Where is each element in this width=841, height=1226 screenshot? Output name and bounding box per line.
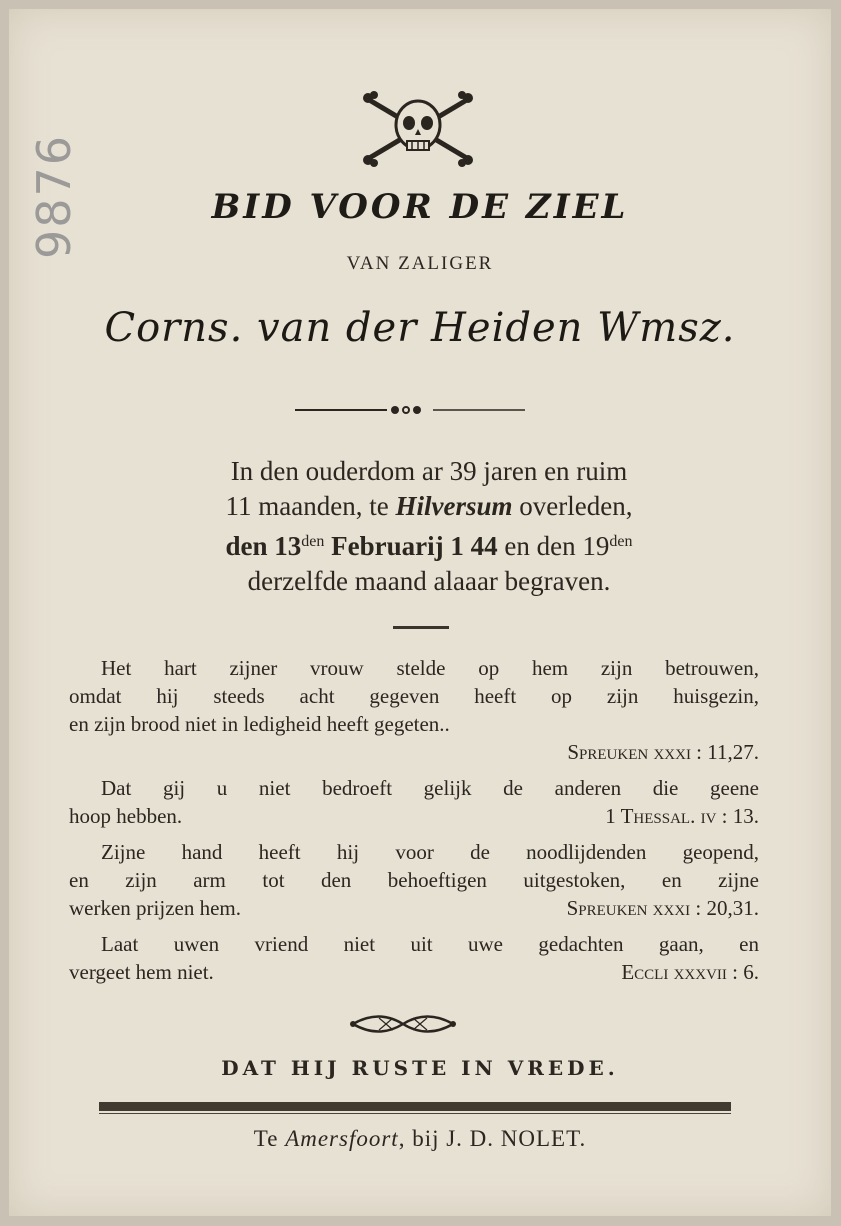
verse-line: Zijne hand heeft hij voor de noodlijdenden geopend, — [101, 840, 759, 864]
printer-line — [9, 1126, 831, 1152]
verse-reference: Spreuken xxxi : 20,31. — [566, 896, 759, 920]
verse-line: vergeet hem niet. — [69, 960, 214, 984]
footer-rule-thin — [99, 1113, 731, 1114]
death-date-month-year: Februarij 1 44 — [324, 531, 498, 561]
verse-line: hoop hebben. — [69, 804, 183, 828]
burial-date-suffix: den — [609, 533, 633, 550]
verse-line: Dat gij u niet bedroeft gelijk de anderen die geene — [101, 776, 759, 800]
deceased-name: Corns. van der Heiden Wmsz. — [104, 305, 736, 351]
verse-line: en zijn arm tot den behoeftigen uitgestoken, en zijne — [69, 868, 759, 892]
verse-line: omdat hij steeds acht gegeven heeft op zijn huisgezin, — [69, 684, 759, 708]
printer-prefix: Te — [253, 1126, 286, 1151]
death-line-3 — [49, 524, 809, 564]
closing-prayer: DAT HIJ RUSTE IN VREDE. — [221, 1056, 619, 1080]
death-line-2-a: 11 maanden, te — [225, 491, 396, 521]
verse-last-line — [69, 894, 759, 922]
skull-crossbones-icon — [359, 91, 477, 167]
verse-reference: Spreuken xxxi : 11,27. — [567, 740, 759, 764]
death-place: Hilversum — [395, 491, 513, 521]
footer-rule — [99, 1102, 731, 1111]
memorial-card — [9, 9, 831, 1216]
ornament-icon — [349, 1011, 457, 1037]
ornamental-divider-icon — [295, 403, 525, 417]
verse-reference: 1 Thessal. iv : 13. — [605, 804, 759, 828]
verse-reference: Eccli xxxvii : 6. — [621, 960, 759, 984]
verse-3 — [69, 838, 759, 922]
verse-line: werken prijzen hem. — [69, 896, 242, 920]
verse-line: Het hart zijner vrouw stelde op hem zijn betrouwen, — [101, 656, 759, 680]
card-title: BID VOOR DE ZIEL — [211, 187, 629, 227]
death-line-2 — [49, 489, 809, 524]
death-line-2-c: overleden, — [512, 491, 633, 521]
card-subtitle: VAN ZALIGER — [346, 253, 494, 274]
burial-date-day: en den 19 — [497, 531, 610, 561]
verse-line: en zijn brood niet in ledigheid heeft gegeten.. — [69, 712, 450, 736]
short-divider — [393, 626, 449, 629]
death-notice — [49, 454, 809, 599]
verse-2 — [69, 774, 759, 830]
death-date-day: den 13 — [225, 531, 302, 561]
verse-last-line — [69, 958, 759, 986]
death-line-1: In den ouderdom ar 39 jaren en ruim — [230, 456, 628, 486]
verse-last-line — [69, 802, 759, 830]
verse-line: Laat uwen vriend niet uit uwe gedachten gaan, en — [101, 932, 759, 956]
handwritten-number: 9876 — [27, 133, 81, 259]
scripture-verses — [69, 654, 759, 994]
printer-city: Amersfoort — [285, 1126, 399, 1151]
verse-4 — [69, 930, 759, 986]
death-date-suffix: den — [301, 533, 325, 550]
death-line-4: derzelfde maand alaaar begraven. — [247, 566, 611, 596]
verse-1 — [69, 654, 759, 766]
printer-name: , bij J. D. NOLET. — [398, 1126, 587, 1151]
